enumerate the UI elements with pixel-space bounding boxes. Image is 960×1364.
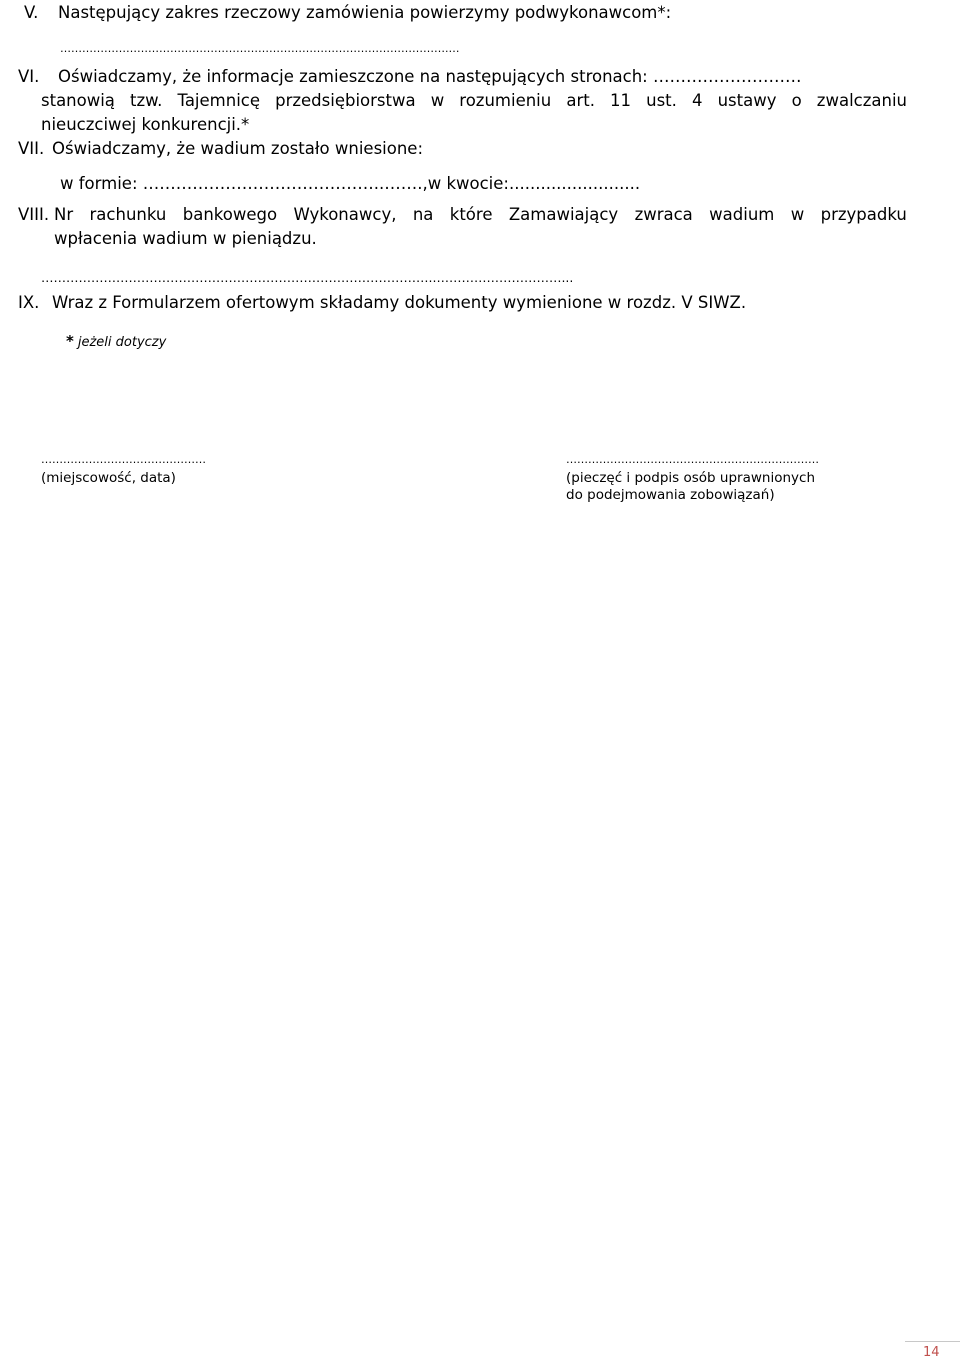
signature-left-label: (miejscowość, data)	[41, 470, 176, 486]
word: rachunku	[89, 205, 167, 224]
section-v-number: V.	[24, 3, 39, 22]
section-ix-number: IX.	[18, 293, 40, 312]
signature-right	[566, 451, 819, 504]
word: tzw.	[130, 91, 163, 110]
signature-right-label-line2: do podejmowania zobowiązań)	[566, 487, 775, 503]
page-number-rule	[905, 1341, 960, 1342]
word: zwraca	[634, 205, 693, 224]
section-ix-text: Wraz z Formularzem ofertowym składamy dokumenty wymienione w rozdz. V SIWZ.	[52, 293, 747, 312]
section-vii	[18, 139, 423, 159]
footnote	[66, 332, 166, 350]
section-vi	[18, 67, 802, 87]
word: Wykonawcy,	[293, 205, 397, 224]
section-vii-text: Oświadczamy, że wadium zostało wniesione:	[52, 139, 424, 158]
word: ustawy	[717, 91, 777, 110]
word: przedsiębiorstwa	[275, 91, 416, 110]
section-ix	[18, 293, 746, 313]
word: Nr	[54, 205, 74, 224]
section-vii-number: VII.	[18, 139, 45, 158]
section-v-fill-line: …………………………………………………………………………………………….…	[60, 42, 460, 55]
word: rozumieniu	[459, 91, 552, 110]
section-viii-line1	[54, 205, 907, 225]
section-viii	[18, 205, 907, 225]
word: bankowego	[182, 205, 278, 224]
signature-right-dots: ……………………………………………………………	[566, 453, 819, 466]
word: które	[449, 205, 493, 224]
signature-left-dots: ………………………………………	[41, 453, 206, 466]
page-number: 14	[923, 1345, 940, 1360]
footnote-text: jeżeli dotyczy	[77, 335, 167, 350]
section-v	[24, 3, 671, 23]
word: Tajemnicę	[177, 91, 261, 110]
section-viii-fill-line: …………………………………………………………………………………..…………………………...	[41, 270, 574, 285]
word: stanowią	[41, 91, 115, 110]
word: 11	[610, 91, 632, 110]
word: w	[430, 91, 445, 110]
word: wadium	[709, 205, 775, 224]
word: 4	[692, 91, 703, 110]
word: ust.	[646, 91, 677, 110]
signature-right-label-line1: (pieczęć i podpis osób uprawnionych	[566, 470, 815, 486]
section-vi-number: VI.	[18, 67, 40, 86]
word: o	[791, 91, 802, 110]
section-vi-line3: nieuczciwej konkurencji.*	[41, 115, 250, 134]
section-vi-line1: Oświadczamy, że informacje zamieszczone na następujących stronach: ………………………	[58, 67, 802, 86]
signature-left	[41, 451, 206, 487]
word: Zamawiający	[508, 205, 619, 224]
section-vii-form-line: w formie: ……………………………………..…….,w kwocie:.........................	[60, 174, 641, 193]
word: zwalczaniu	[816, 91, 907, 110]
section-vi-line2	[41, 91, 907, 111]
footnote-star: *	[66, 332, 74, 350]
word: art.	[566, 91, 595, 110]
section-viii-number: VIII.	[18, 205, 50, 224]
word: na	[412, 205, 434, 224]
section-viii-line2: wpłacenia wadium w pieniądzu.	[54, 229, 317, 248]
word: w	[790, 205, 805, 224]
section-v-text: Następujący zakres rzeczowy zamówienia powierzymy podwykonawcom*:	[58, 3, 672, 22]
word: przypadku	[820, 205, 907, 224]
